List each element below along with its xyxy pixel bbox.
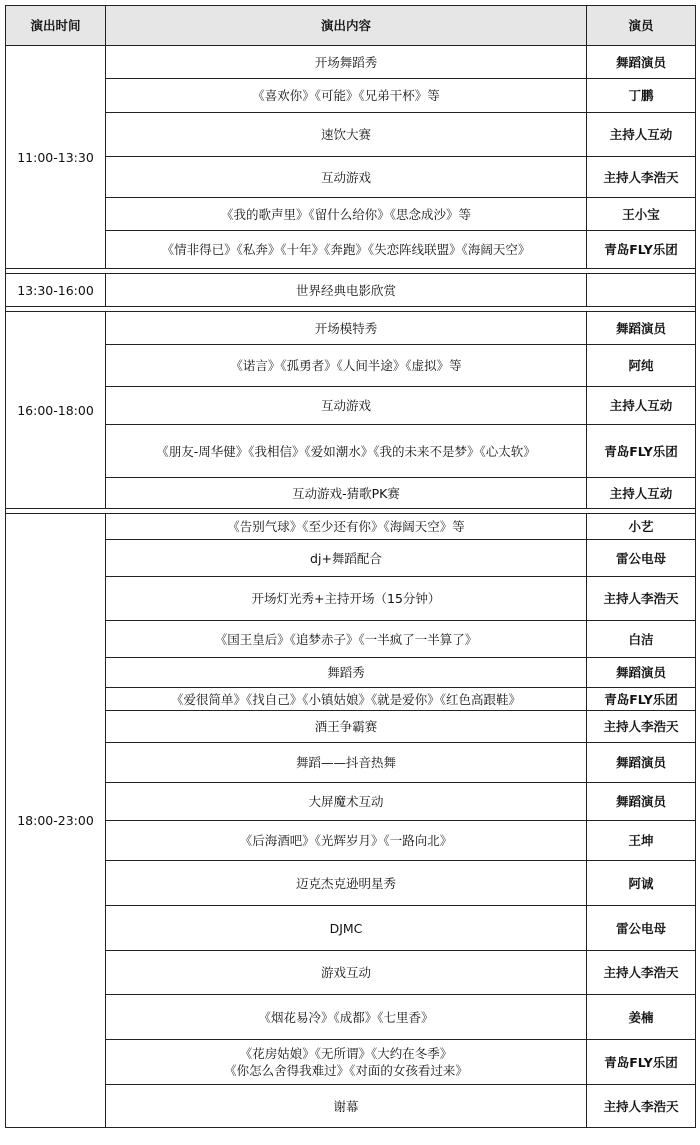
performer: 舞蹈演员 [587,743,696,783]
table-row [6,688,696,711]
program-content: 舞蹈——抖音热舞 [106,743,587,783]
table-row [6,79,696,113]
performer: 姜楠 [587,995,696,1040]
performer: 主持人互动 [587,478,696,509]
table-row [6,540,696,577]
table-row [6,387,696,425]
header-time: 演出时间 [6,6,106,46]
performer: 丁鹏 [587,79,696,113]
program-content: 《国王皇后》《追梦赤子》《一半疯了一半算了》 [106,621,587,658]
program-content: 开场模特秀 [106,312,587,345]
program-content: 《情非得已》《私奔》《十年》《奔跑》《失恋阵线联盟》《海阔天空》 [106,231,587,269]
program-content: 《诺言》《孤勇者》《人间半途》《虚拟》等 [106,345,587,387]
table-row [6,113,696,157]
program-content: 《朋友-周华健》《我相信》《爱如潮水》《我的未来不是梦》《心太软》 [106,425,587,478]
performer: 主持人互动 [587,113,696,157]
table-row [6,658,696,688]
header-row [6,6,696,46]
performer: 主持人李浩天 [587,1085,696,1128]
performer: 阿纯 [587,345,696,387]
table-row [6,951,696,995]
table-row [6,478,696,509]
table-row [6,711,696,743]
table-row [6,906,696,951]
table-row [6,1085,696,1128]
performer: 阿诚 [587,861,696,906]
program-content: 《喜欢你》《可能》《兄弟干杯》等 [106,79,587,113]
program-content: 迈克杰克逊明星秀 [106,861,587,906]
performer: 舞蹈演员 [587,783,696,821]
program-content: 《后海酒吧》《光辉岁月》《一路向北》 [106,821,587,861]
time-slot: 13:30-16:00 [6,274,106,307]
performer: 白洁 [587,621,696,658]
table-row [6,743,696,783]
program-content: 速饮大赛 [106,113,587,157]
performer: 王小宝 [587,198,696,231]
performer: 舞蹈演员 [587,312,696,345]
table-row [6,345,696,387]
table-row [6,821,696,861]
performer: 主持人李浩天 [587,577,696,621]
program-content: 《烟花易冷》《成都》《七里香》 [106,995,587,1040]
performer: 小艺 [587,514,696,540]
performer: 王坤 [587,821,696,861]
time-slot: 11:00-13:30 [6,46,106,269]
time-slot: 18:00-23:00 [6,514,106,1128]
program-content: 互动游戏 [106,387,587,425]
header-performer: 演员 [587,6,696,46]
performer: 舞蹈演员 [587,46,696,79]
performer: 青岛FLY乐团 [587,425,696,478]
program-content: 《爱很简单》《找自己》《小镇姑娘》《就是爱你》《红色高跟鞋》 [106,688,587,711]
program-content: 互动游戏-猜歌PK赛 [106,478,587,509]
performer: 青岛FLY乐团 [587,231,696,269]
table-row [6,46,696,79]
performer: 雷公电母 [587,540,696,577]
performer: 青岛FLY乐团 [587,1040,696,1085]
table-row [6,425,696,478]
program-content: 舞蹈秀 [106,658,587,688]
program-content: 《花房姑娘》《无所谓》《大约在冬季》 《你怎么舍得我难过》《对面的女孩看过来》 [106,1040,587,1085]
program-content: 酒王争霸赛 [106,711,587,743]
program-content: 大屏魔术互动 [106,783,587,821]
performer: 主持人互动 [587,387,696,425]
table-row [6,621,696,658]
performer: 舞蹈演员 [587,658,696,688]
program-content: DJMC [106,906,587,951]
table-row [6,157,696,198]
table-row [6,514,696,540]
table-row [6,861,696,906]
program-content: 互动游戏 [106,157,587,198]
header-content: 演出内容 [106,6,587,46]
program-content: 世界经典电影欣赏 [106,274,587,307]
program-content: 《我的歌声里》《留什么给你》《思念成沙》等 [106,198,587,231]
program-content: 谢幕 [106,1085,587,1128]
table-row [6,274,696,307]
performer: 青岛FLY乐团 [587,688,696,711]
table-row [6,312,696,345]
program-content: 《告别气球》《至少还有你》《海阔天空》等 [106,514,587,540]
performer [587,274,696,307]
schedule-table [5,5,696,1128]
schedule-body [6,46,696,1128]
table-row [6,577,696,621]
table-row [6,1040,696,1085]
performer: 主持人李浩天 [587,711,696,743]
program-content: 开场灯光秀+主持开场（15分钟） [106,577,587,621]
program-content: 游戏互动 [106,951,587,995]
performer: 主持人李浩天 [587,157,696,198]
time-slot: 16:00-18:00 [6,312,106,509]
table-row [6,783,696,821]
performer: 雷公电母 [587,906,696,951]
table-row [6,198,696,231]
table-row [6,231,696,269]
program-content: dj+舞蹈配合 [106,540,587,577]
program-content: 开场舞蹈秀 [106,46,587,79]
table-row [6,995,696,1040]
performer: 主持人李浩天 [587,951,696,995]
